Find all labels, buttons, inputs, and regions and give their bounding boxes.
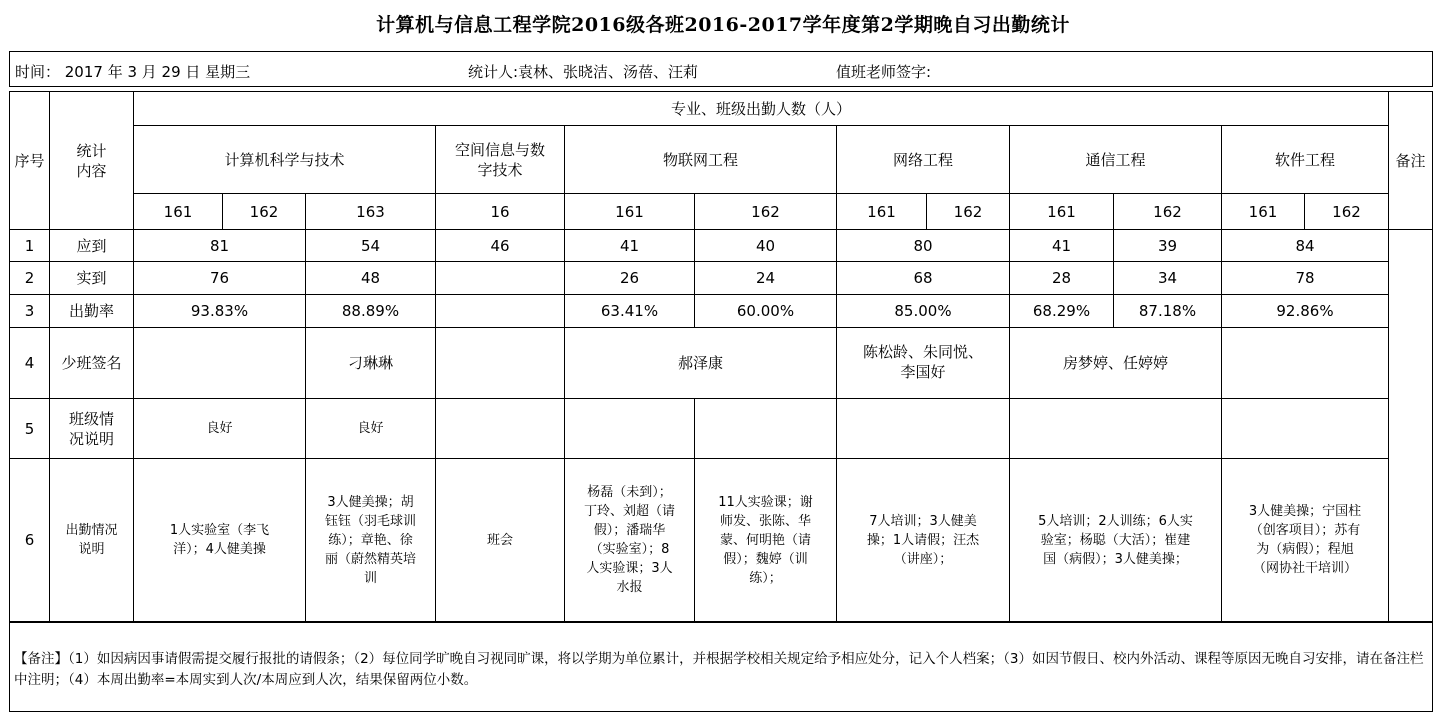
attendance-table xyxy=(9,91,1433,622)
cell-rate-com161: 68.29% xyxy=(1010,295,1114,328)
cell-notes-software: 3人健美操；宁国柱 （创客项目）；苏有 为（病假）；程旭 （网协社干培训） xyxy=(1222,459,1389,621)
cell-expected-iot161: 41 xyxy=(565,230,695,262)
header-group: 专业、班级出勤人数（人） xyxy=(134,92,1389,126)
cell-expected-iot162: 40 xyxy=(695,230,837,262)
major-network: 网络工程 xyxy=(837,126,1010,194)
cell-rate-spatial xyxy=(436,295,565,328)
cell-expected-cs163: 54 xyxy=(306,230,436,262)
major-spatial: 空间信息与数 字技术 xyxy=(436,126,565,194)
cell-status-network xyxy=(837,399,1010,459)
major-iot: 物联网工程 xyxy=(565,126,837,194)
cell-rate-network: 85.00% xyxy=(837,295,1010,328)
cell-absent-cs162 xyxy=(134,328,306,399)
cell-status-iot161 xyxy=(565,399,695,459)
cell-absent-network: 陈松龄、朱同悦、 李国好 xyxy=(837,328,1010,399)
cell-notes-iot161: 杨磊（未到）； 丁玲、刘超（请 假）；潘瑞华 （实验室）；8 人实验课；3人 水报 xyxy=(565,459,695,621)
row-label: 出勤率 xyxy=(50,295,134,328)
row-label: 实到 xyxy=(50,262,134,295)
cell-actual-com162: 34 xyxy=(1114,262,1222,295)
row-number: 6 xyxy=(10,459,50,621)
cell-rate-iot161: 63.41% xyxy=(565,295,695,328)
cell-absent-cs163: 刁琳琳 xyxy=(306,328,436,399)
cell-rate-com162: 87.18% xyxy=(1114,295,1222,328)
major-software: 软件工程 xyxy=(1222,126,1389,194)
class-cs161: 161 xyxy=(134,194,223,230)
cell-actual-spatial xyxy=(436,262,565,295)
cell-absent-comm: 房梦婷、任婷婷 xyxy=(1010,328,1222,399)
class-net161: 161 xyxy=(837,194,927,230)
row-number: 5 xyxy=(10,399,50,459)
cell-actual-com161: 28 xyxy=(1010,262,1114,295)
cell-notes-iot162: 11人实验课；谢 师发、张陈、华 蒙、何明艳（请 假）；魏婷（训 练）； xyxy=(695,459,837,621)
class-cs162: 162 xyxy=(223,194,306,230)
cell-actual-network: 68 xyxy=(837,262,1010,295)
class-cs163: 163 xyxy=(306,194,436,230)
cell-actual-cs162: 76 xyxy=(134,262,306,295)
class-com162: 162 xyxy=(1114,194,1222,230)
cell-notes-comm: 5人培训；2人训练；6人实 验室；杨聪（大活）；崔建 国（病假）；3人健美操； xyxy=(1010,459,1222,621)
header-content: 统计 内容 xyxy=(50,92,134,230)
class-sw161: 161 xyxy=(1222,194,1305,230)
footnote-remarks: 【备注】（1）如因病因事请假需提交履行报批的请假条；（2）每位同学旷晚自习视同旷课，将以学期为单位累计，并根据学校相关规定给予相应处分，记入个人档案；（3）如因节假日、校内外活动、课程等原因无晚自习安排，请在备注栏中注明；（4）本周出勤率=本周实到人次/本周应到人次，结果保留两位小数。 xyxy=(9,622,1433,712)
class-sw162: 162 xyxy=(1305,194,1389,230)
row-label: 班级情 况说明 xyxy=(50,399,134,459)
cell-expected-cs162: 81 xyxy=(134,230,306,262)
cell-expected-software: 84 xyxy=(1222,230,1389,262)
cell-actual-cs163: 48 xyxy=(306,262,436,295)
cell-status-cs162: 良好 xyxy=(134,399,306,459)
cell-rate-iot162: 60.00% xyxy=(695,295,837,328)
class-sp16: 16 xyxy=(436,194,565,230)
info-bar xyxy=(9,51,1433,87)
cell-rate-cs163: 88.89% xyxy=(306,295,436,328)
page-title: 计算机与信息工程学院2016级各班2016-2017学年度第2学期晚自习出勤统计 xyxy=(376,14,1070,36)
row-number: 4 xyxy=(10,328,50,399)
cell-actual-software: 78 xyxy=(1222,262,1389,295)
cell-status-iot162 xyxy=(695,399,837,459)
cell-rate-cs162: 93.83% xyxy=(134,295,306,328)
class-net162: 162 xyxy=(927,194,1010,230)
class-iot161: 161 xyxy=(565,194,695,230)
cell-notes-cs162: 1人实验室（李飞 洋）；4人健美操 xyxy=(134,459,306,621)
cell-expected-com161: 41 xyxy=(1010,230,1114,262)
row-label: 应到 xyxy=(50,230,134,262)
class-iot162: 162 xyxy=(695,194,837,230)
cell-notes-spatial: 班会 xyxy=(436,459,565,621)
teacher-signature-label: 值班老师签字: xyxy=(836,63,932,81)
cell-status-software xyxy=(1222,399,1389,459)
cell-expected-spatial: 46 xyxy=(436,230,565,262)
major-cs: 计算机科学与技术 xyxy=(134,126,436,194)
cell-absent-iot: 郝泽康 xyxy=(565,328,837,399)
cell-status-comm xyxy=(1010,399,1222,459)
cell-actual-iot161: 26 xyxy=(565,262,695,295)
row-label: 出勤情况 说明 xyxy=(50,459,134,621)
cell-rate-software: 92.86% xyxy=(1222,295,1389,328)
cell-notes-network: 7人培训；3人健美 操；1人请假；汪杰 （讲座）； xyxy=(837,459,1010,621)
cell-status-cs163: 良好 xyxy=(306,399,436,459)
cell-notes-cs163: 3人健美操；胡 钰钰（羽毛球训 练）；章艳、徐 丽（蔚然精英培 训 xyxy=(306,459,436,621)
row-number: 2 xyxy=(10,262,50,295)
cell-expected-com162: 39 xyxy=(1114,230,1222,262)
row-number: 3 xyxy=(10,295,50,328)
remark-cell xyxy=(1389,230,1432,621)
header-seq: 序号 xyxy=(10,92,50,230)
date-text: 时间： 2017 年 3 月 29 日 星期三 xyxy=(15,63,251,81)
row-number: 1 xyxy=(10,230,50,262)
cell-status-spatial xyxy=(436,399,565,459)
stats-people: 统计人:袁林、张晓洁、汤蓓、汪莉 xyxy=(468,63,699,81)
class-com161: 161 xyxy=(1010,194,1114,230)
cell-absent-software xyxy=(1222,328,1389,399)
header-remark: 备注 xyxy=(1389,92,1432,230)
cell-expected-network: 80 xyxy=(837,230,1010,262)
row-label: 少班签名 xyxy=(50,328,134,399)
cell-actual-iot162: 24 xyxy=(695,262,837,295)
major-comm: 通信工程 xyxy=(1010,126,1222,194)
cell-absent-spatial xyxy=(436,328,565,399)
